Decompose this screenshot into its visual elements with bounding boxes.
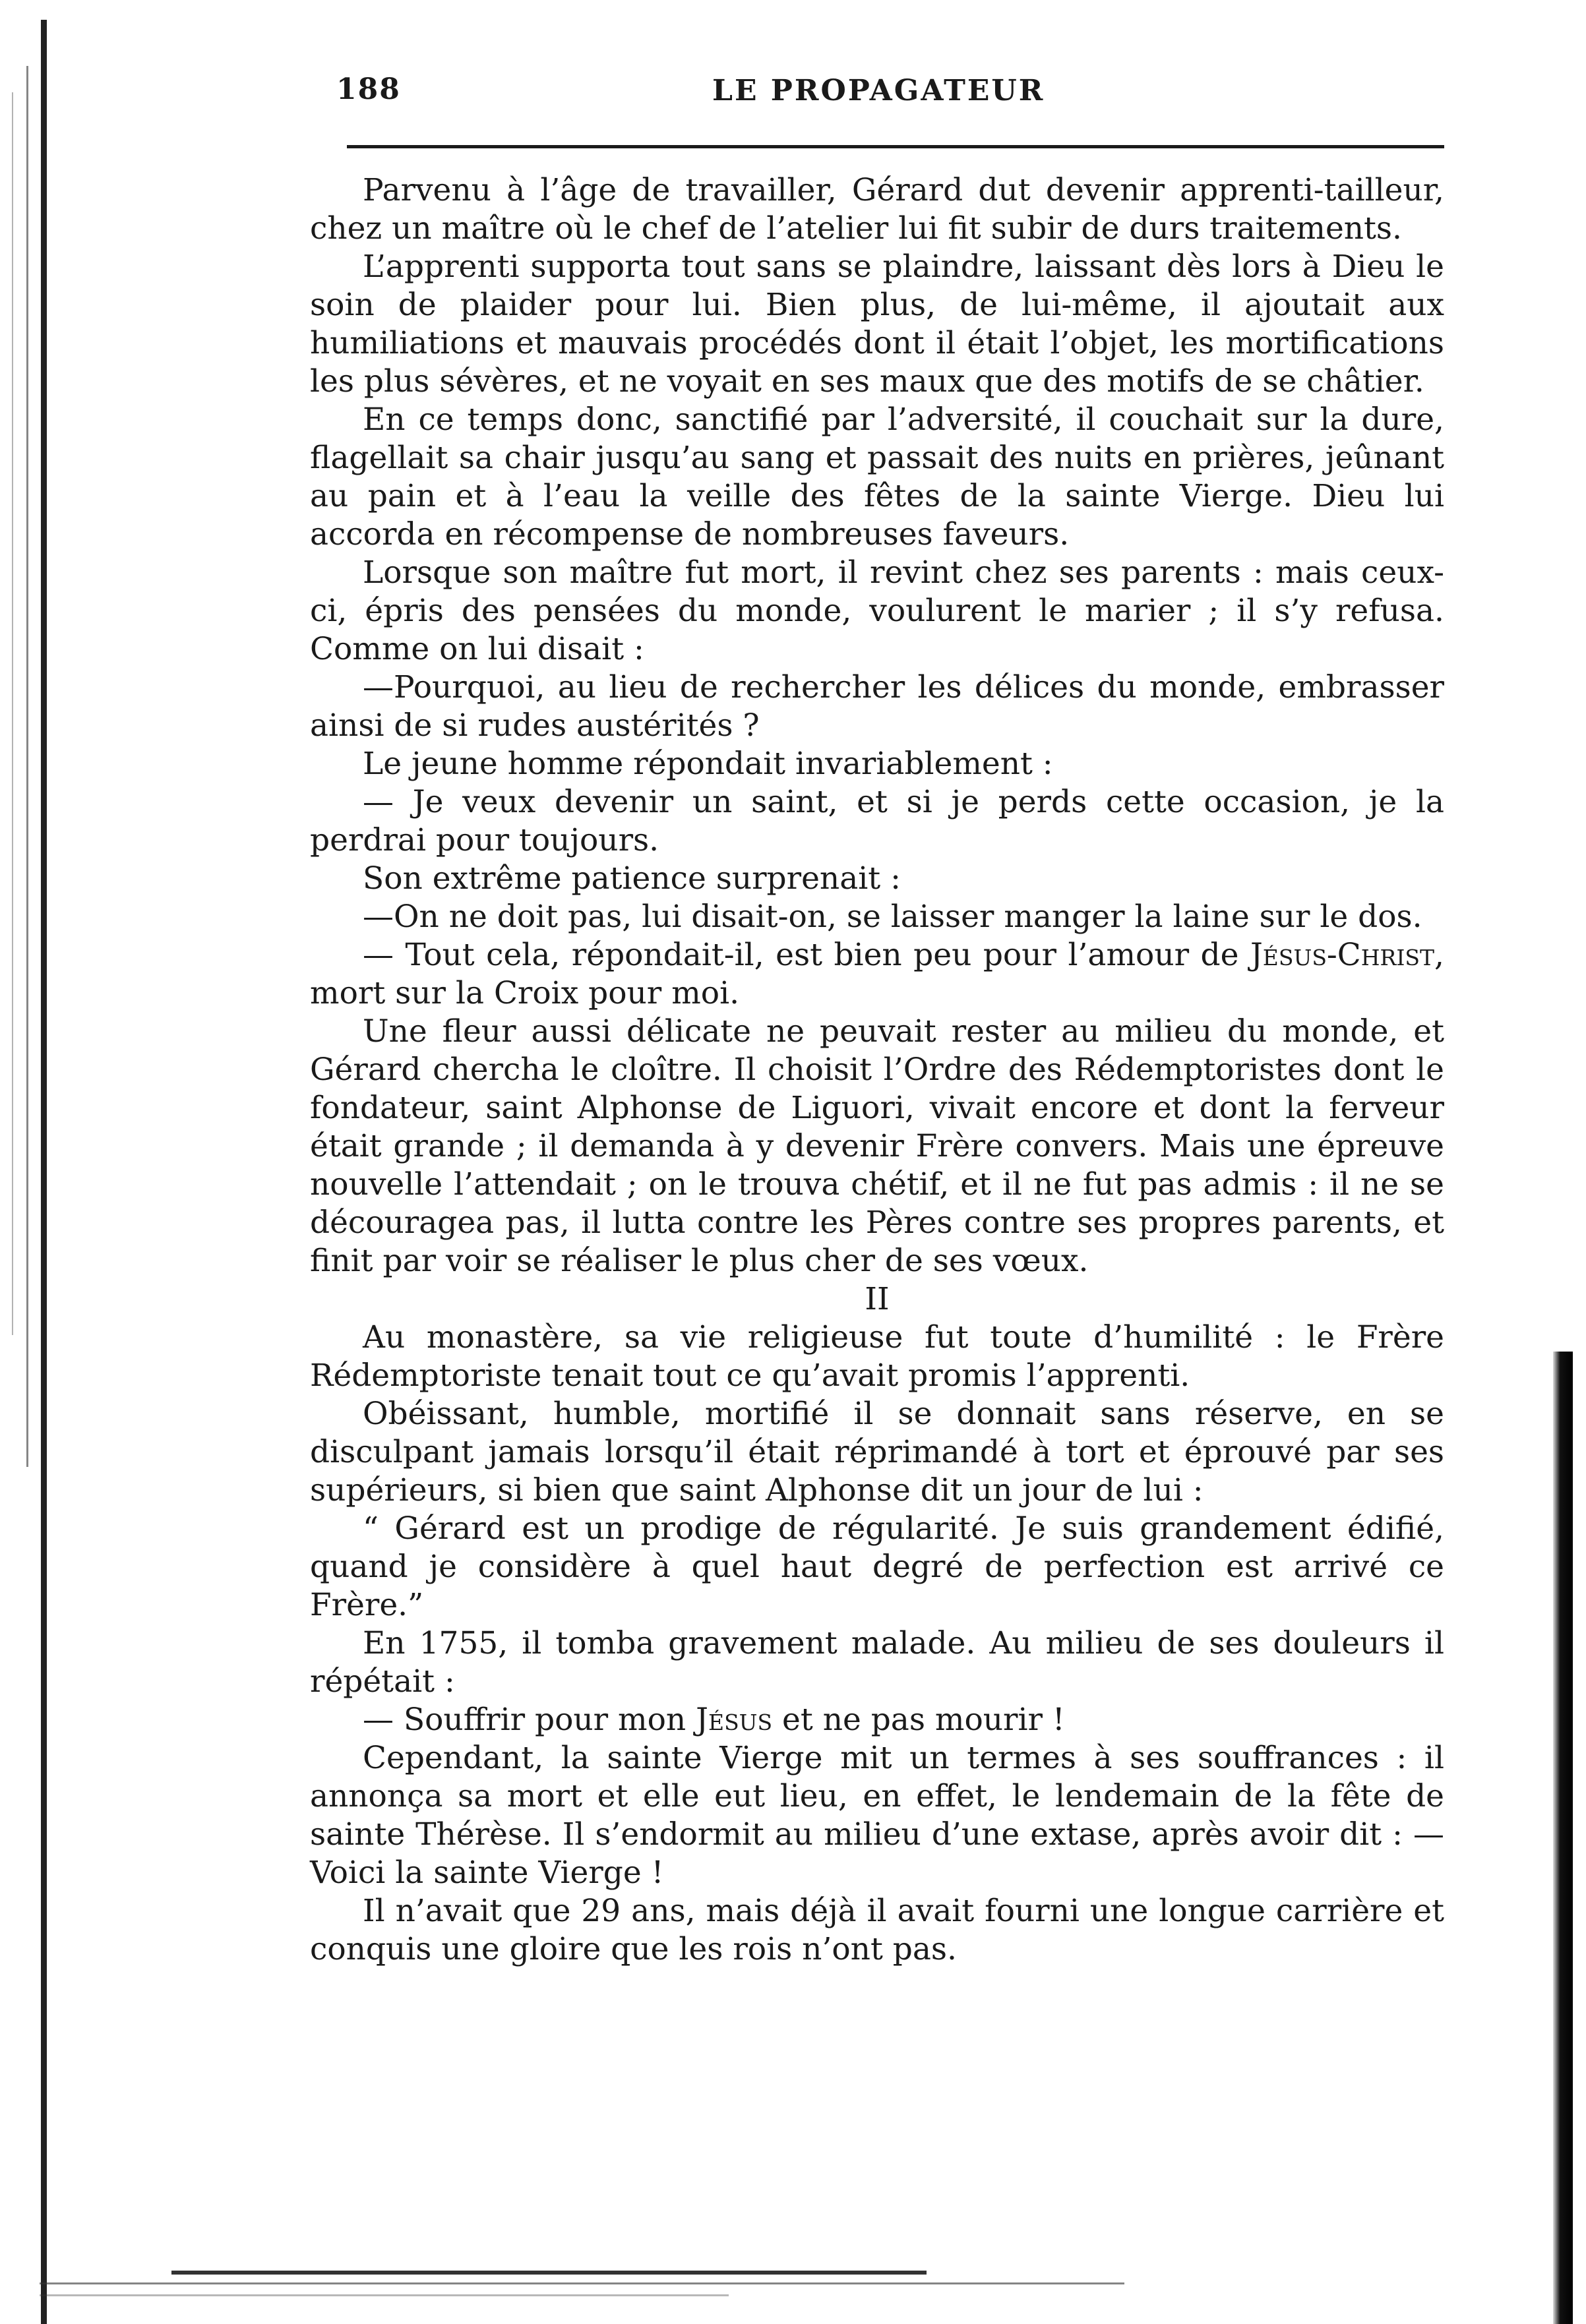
paragraph: En 1755, il tomba gravement malade. Au milieu de ses douleurs il répétait : — [310, 1625, 1444, 1700]
smallcaps-name: Jésus-Christ — [1250, 937, 1435, 973]
running-head: LE PROPAGATEUR — [712, 74, 1045, 107]
page-binding-edge — [0, 0, 79, 2324]
scan-line — [40, 2282, 1124, 2284]
paragraph: Le jeune homme répondait invariablement : — [363, 746, 1053, 782]
paragraph: — Je veux devenir un saint, et si je perds cette occasion, je la perdrai pour toujours. — [310, 784, 1444, 858]
page-right-edge-shadow — [1553, 1352, 1573, 2324]
binding-rule — [26, 66, 28, 1467]
paragraph — [310, 1701, 1444, 1739]
smallcaps-name: Jésus — [696, 1702, 773, 1738]
body-text — [310, 171, 1444, 1969]
paragraph: Au monastère, sa vie religieuse fut toute d’humilité : le Frère Rédemptoriste tenait tout ce qu’avait promis l’apprenti. — [310, 1319, 1444, 1394]
text-run: et ne pas mourir ! — [772, 1702, 1065, 1738]
scan-line — [171, 2271, 927, 2275]
text-run: — Souffrir pour mon — [363, 1702, 696, 1738]
paragraph: Lorsque son maître fut mort, il revint chez ses parents : mais ceux-ci, épris des pensées du monde, voulurent le marier ; il s’y refusa. Comme on lui disait : — [310, 554, 1444, 667]
page-number: 188 — [336, 73, 401, 106]
scan-line — [40, 2294, 729, 2296]
paragraph: Son extrême patience surprenait : — [363, 860, 901, 897]
paragraph: Obéissant, humble, mortifié il se donnait sans réserve, en se disculpant jamais lorsqu’il était réprimandé à tort et éprouvé par ses supérieurs, si bien que saint Alphonse dit un jour de lui : — [310, 1396, 1444, 1508]
paragraph: Une fleur aussi délicate ne peuvait rester au milieu du monde, et Gérard chercha le cloître. Il choisit l’Ordre des Rédemptoristes dont le fondateur, saint Alphonse de Liguori, vivait encore et dont la ferveur était grande ; il demanda à y devenir Frère convers. Mais une épreuve nouvelle l’attendait ; on le trouva chétif, et il ne fut pas admis : il ne se découragea pas, il lutta contre les Pères contre ses propres parents, et finit par voir se réaliser le plus cher de ses vœux. — [310, 1013, 1444, 1279]
paragraph — [310, 936, 1444, 1013]
text-run: — Tout cela, répondait-il, est bien peu pour l’amour de — [363, 937, 1250, 973]
text-run: , mort sur la Croix pour moi. — [310, 937, 1444, 1011]
paragraph: Il n’avait que 29 ans, mais déjà il avait fourni une longue carrière et conquis une gloire que les rois n’ont pas. — [310, 1893, 1444, 1967]
paragraph: —Pourquoi, au lieu de rechercher les délices du monde, embrasser ainsi de si rudes austérités ? — [310, 669, 1444, 744]
paragraph: Parvenu à l’âge de travailler, Gérard dut devenir apprenti-tailleur, chez un maître où le chef de l’atelier lui fit subir de durs traitements. — [310, 172, 1444, 247]
paragraph: En ce temps donc, sanctifié par l’adversité, il couchait sur la dure, flagellait sa chair jusqu’au sang et passait des nuits en prières, jeûnant au pain et à l’eau la veille des fêtes de la sainte Vierge. Dieu lui accorda en récompense de nombreuses faveurs. — [310, 402, 1444, 552]
bottom-scan-artifacts — [40, 2268, 1124, 2301]
paragraph: “ Gérard est un prodige de régularité. Je suis grandement édifié, quand je considère à quel haut degré de perfection est arrivé ce Frère.” — [310, 1510, 1444, 1623]
page — [310, 59, 1444, 1967]
page-header — [310, 59, 1444, 119]
paragraph: Cependant, la sainte Vierge mit un termes à ses souffrances : il annonça sa mort et elle eut lieu, en effet, le lendemain de la fête de sainte Thérèse. Il s’endormit au milieu d’une extase, après avoir dit : — Voici la sainte Vierge ! — [310, 1740, 1444, 1891]
binding-rule — [41, 20, 47, 2324]
section-heading: II — [865, 1281, 890, 1317]
binding-rule — [12, 92, 13, 1335]
header-rule — [347, 145, 1444, 148]
paragraph: —On ne doit pas, lui disait-on, se laisser manger la laine sur le dos. — [363, 899, 1422, 935]
paragraph: L’apprenti supporta tout sans se plaindre, laissant dès lors à Dieu le soin de plaider pour lui. Bien plus, de lui-même, il ajoutait aux humiliations et mauvais procédés dont il était l’objet, les mortifications les plus sévères, et ne voyait en ses maux que des motifs de se châtier. — [310, 249, 1444, 400]
